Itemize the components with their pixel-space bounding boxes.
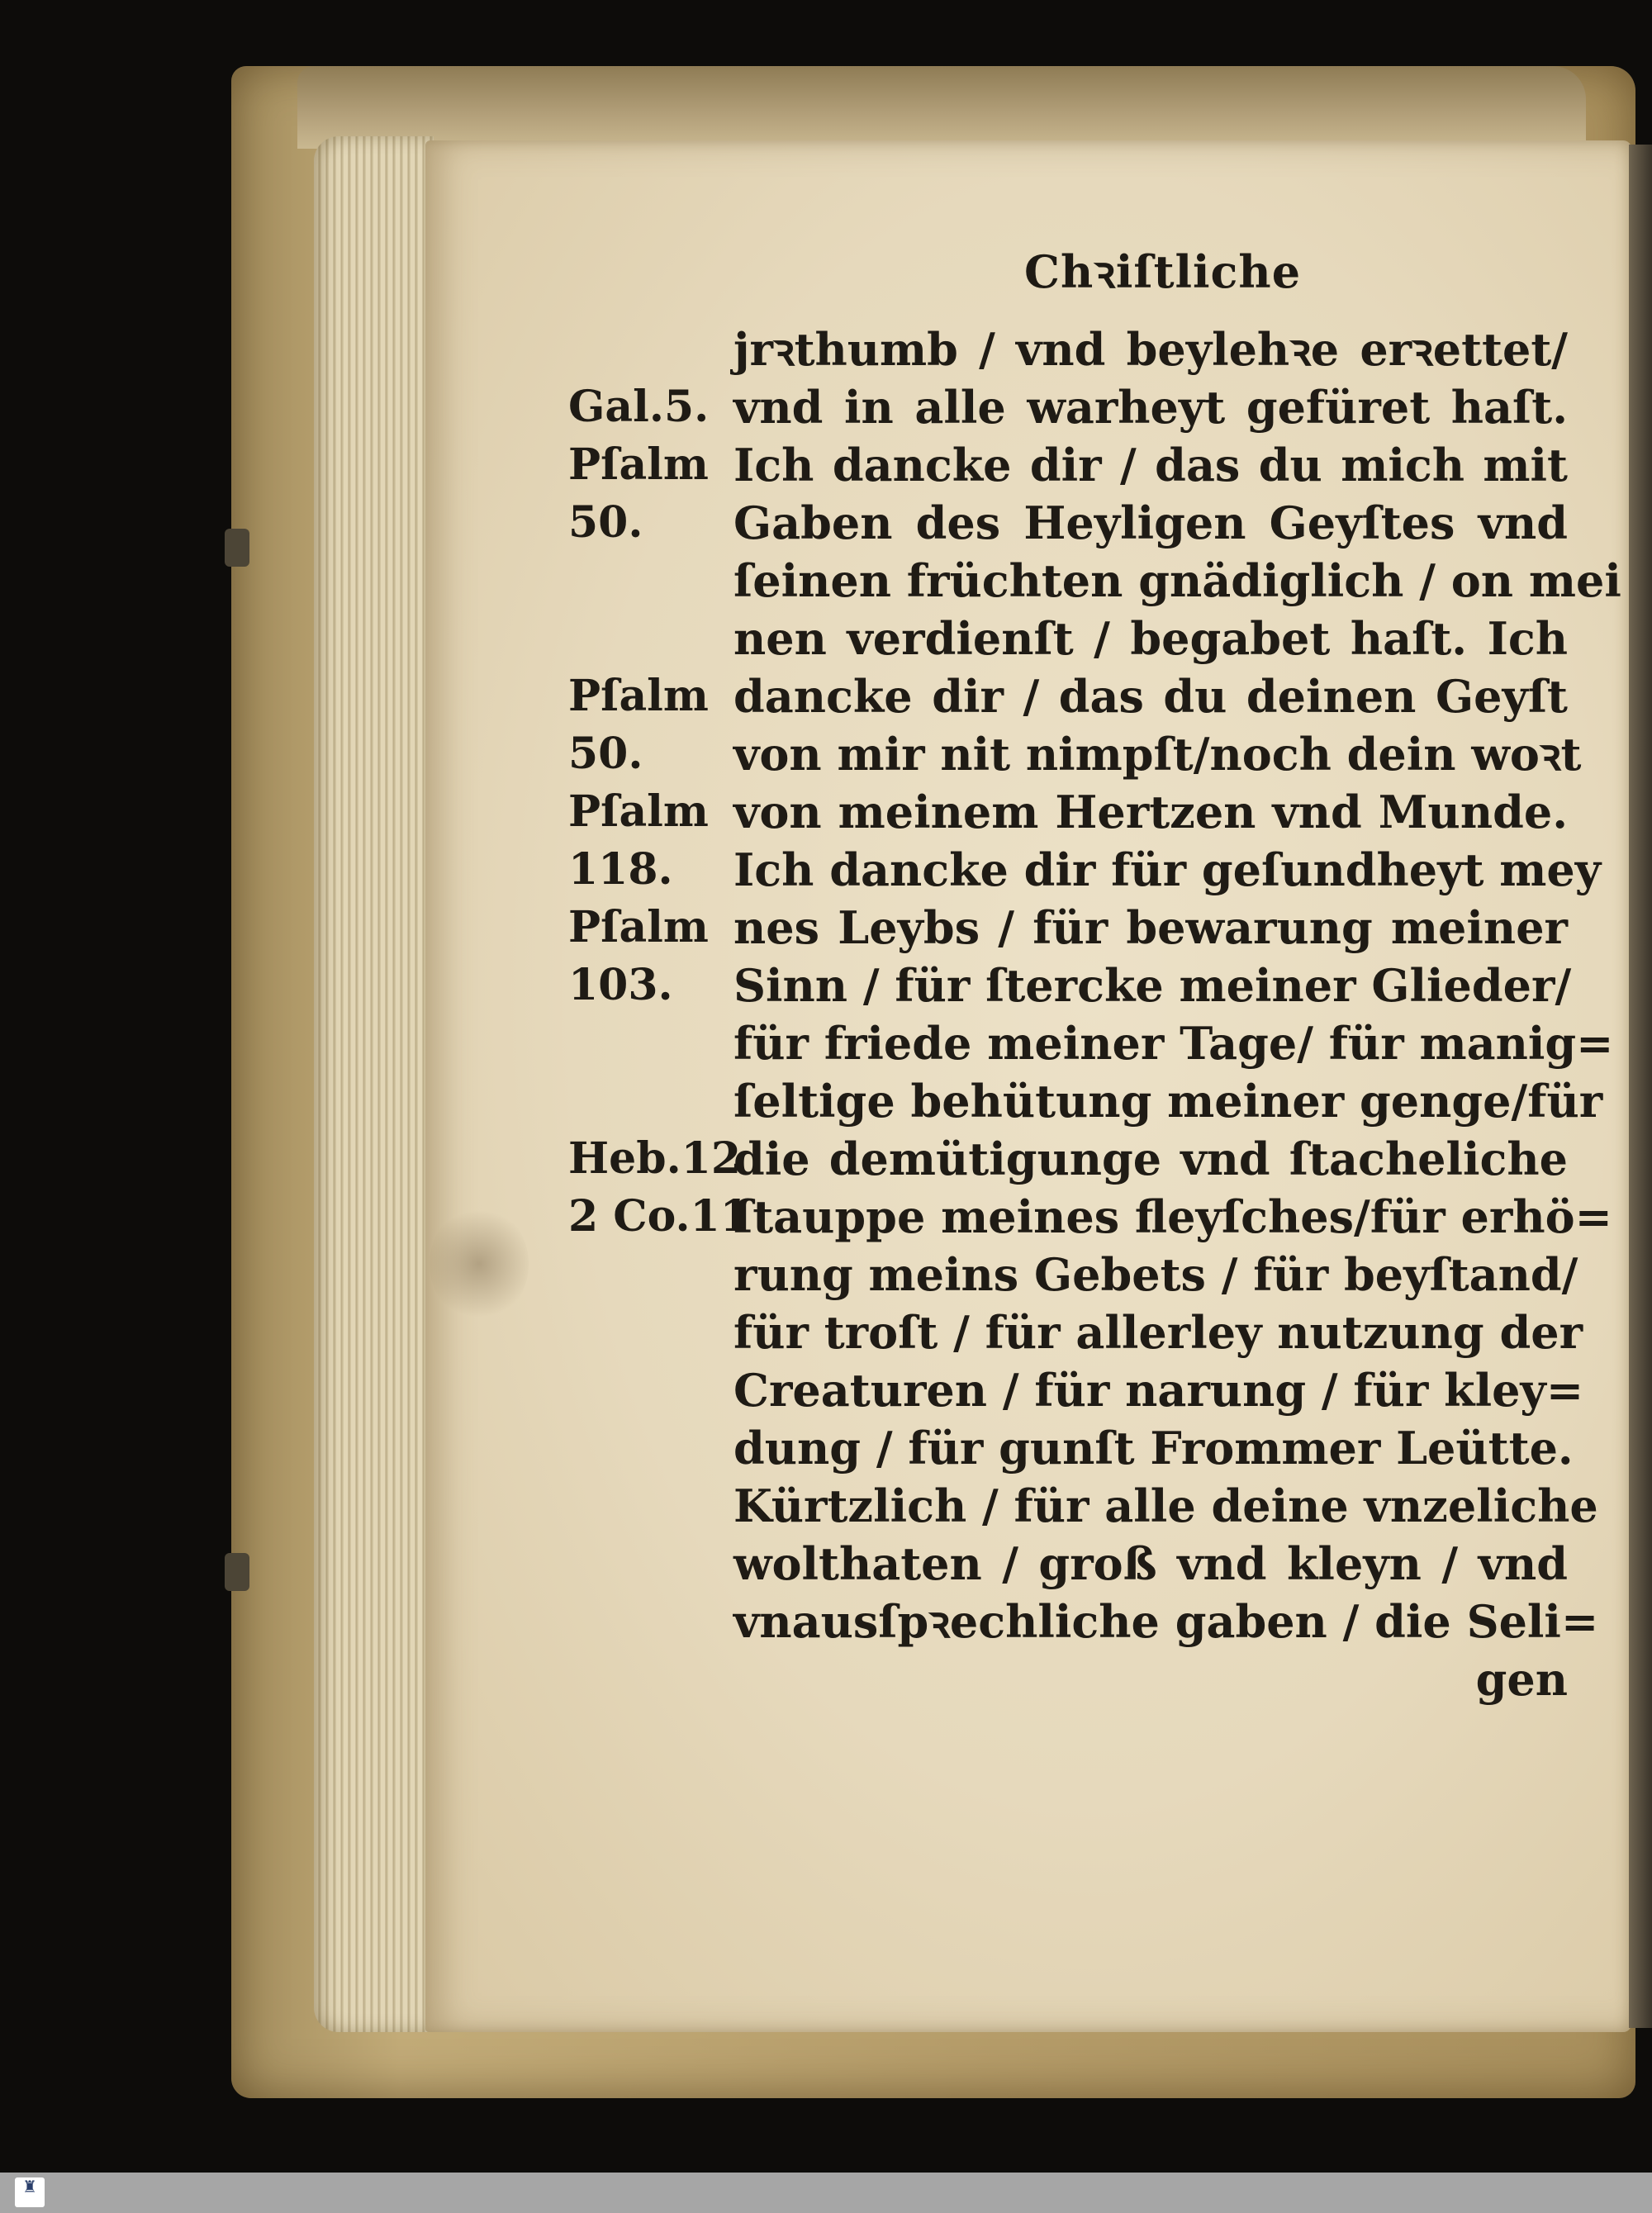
text-line: jrꝛthumb / vnd beylehꝛe erꝛettet/ bbox=[733, 323, 1568, 376]
margin-reference: 50. bbox=[568, 729, 643, 779]
text-line: ſeltige behütung meiner genge/für bbox=[733, 1075, 1603, 1128]
text-line: Ich dancke dir für geſundheyt mey bbox=[733, 843, 1602, 896]
text-line: für friede meiner Tage/ für manig= bbox=[733, 1017, 1614, 1070]
text-line: für troſt / für allerley nutzung der bbox=[733, 1306, 1583, 1359]
margin-reference: Pſalm bbox=[568, 439, 709, 490]
text-line: vnd in alle warheyt gefüret haſt. bbox=[733, 381, 1568, 434]
text-line: dung / für gunſt Frommer Leütte. bbox=[733, 1422, 1574, 1475]
running-head: Chꝛiſtliche bbox=[1024, 245, 1302, 298]
text-line: die demütigunge vnd ſtacheliche bbox=[733, 1133, 1568, 1185]
main-text-block bbox=[733, 321, 1621, 1708]
text-line: nen verdienſt / begabet haſt. Ich bbox=[733, 612, 1568, 665]
margin-reference: Pſalm bbox=[568, 786, 709, 837]
margin-reference: Pſalm bbox=[568, 671, 709, 721]
margin-reference: 103. bbox=[568, 960, 673, 1010]
binding-clasp bbox=[225, 529, 249, 567]
text-line: ſeinen früchten gnädiglich / on mei bbox=[733, 554, 1621, 607]
margin-reference: 118. bbox=[568, 844, 673, 895]
margin-reference: Heb.12 bbox=[568, 1133, 742, 1184]
text-line: Ich dancke dir / das du mich mit bbox=[733, 439, 1568, 492]
margin-reference: 2 Co.11 bbox=[568, 1191, 750, 1242]
text-line: gen bbox=[1475, 1653, 1568, 1706]
text-line: von meinem Hertzen vnd Munde. bbox=[733, 786, 1568, 838]
text-line: von mir nit nimpſt/noch dein woꝛt bbox=[733, 728, 1582, 781]
margin-reference: 50. bbox=[568, 497, 643, 548]
text-line: Gaben des Heyligen Geyſtes vnd bbox=[733, 496, 1568, 549]
text-line: dancke dir / das du deinen Geyſt bbox=[733, 670, 1568, 723]
text-line: Creaturen / für narung / für kley= bbox=[733, 1364, 1584, 1417]
text-line: nes Leybs / für bewarung meiner bbox=[733, 901, 1568, 954]
cover-top-edge bbox=[297, 66, 1586, 149]
text-line: ſtauppe meines fleyſches/für erhö= bbox=[733, 1190, 1612, 1243]
binding-clasp bbox=[225, 1553, 249, 1591]
margin-reference: Pſalm bbox=[568, 902, 709, 952]
footer-bar bbox=[0, 2173, 1652, 2213]
margin-reference: Gal.5. bbox=[568, 382, 710, 432]
gutter-shadow bbox=[1629, 145, 1652, 2028]
library-seal-icon: ♜ bbox=[15, 2177, 45, 2207]
text-line: rung meins Gebets / für beyſtand/ bbox=[733, 1248, 1578, 1301]
text-line: Kürtzlich / für alle deine vnzeliche bbox=[733, 1479, 1598, 1532]
text-line: wolthaten / groß vnd kleyn / vnd bbox=[733, 1537, 1568, 1590]
text-line: vnausſpꝛechliche gaben / die Seli= bbox=[733, 1595, 1599, 1648]
text-line: Sinn / für ſtercke meiner Glieder/ bbox=[733, 959, 1572, 1012]
page-stain bbox=[430, 1206, 529, 1322]
page-stack-edge bbox=[314, 136, 434, 2032]
